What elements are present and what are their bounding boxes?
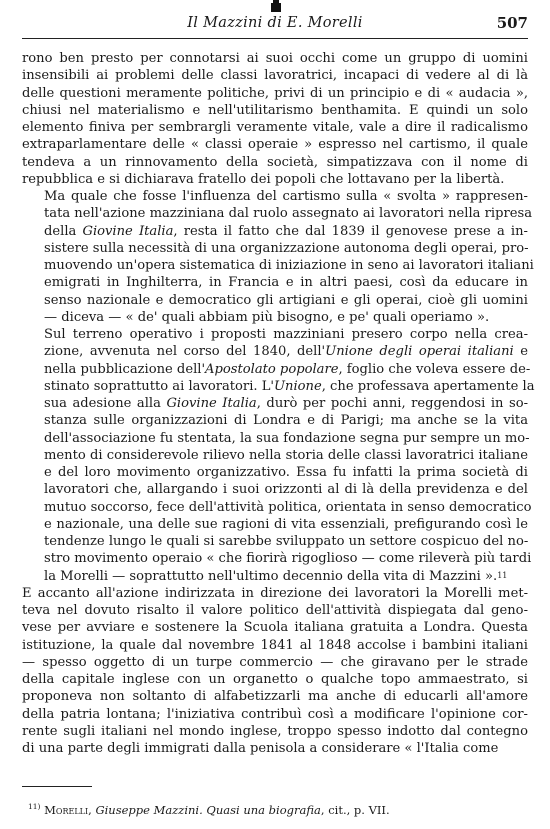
text-line: proponeva non soltanto di alfabetizzarli ma anche di educarli all'amore bbox=[22, 689, 528, 705]
text-line: tendenze lungo le quali si sarebbe sviluppato un settore cospicuo del no- bbox=[44, 534, 529, 549]
text-line: mento di considerevole rilievo nella storia delle classi lavoratrici italiane bbox=[44, 447, 528, 463]
footnote-reference: 11 bbox=[497, 570, 508, 580]
text-line: dell'associazione fu stentata, la sua fondazione segna pur sempre un mo- bbox=[44, 430, 530, 446]
text-line: stinato soprattutto ai lavoratori. L'Unione, che professava apertamente la bbox=[44, 378, 535, 394]
text-line: muovendo un'opera sistematica di iniziazione in seno ai lavoratori italiani bbox=[44, 258, 534, 273]
text-line: repubblica e si dichiarava fratello dei popoli che lottavano per la libertà. bbox=[22, 171, 505, 187]
footnote-author: Morelli bbox=[44, 802, 89, 817]
text-line: di una parte degli immigrati dalla penisola a considerare « l'Italia come bbox=[22, 741, 499, 756]
text-line: istituzione, la quale dal novembre 1841 al 1848 accolse i bambini italiani bbox=[22, 637, 528, 653]
text-line: chiusi nel materialismo e nell'utilitarismo benthamita. E quindi un solo bbox=[22, 102, 528, 118]
text-line: tata nell'azione mazziniana dal ruolo assegnato ai lavoratori nella ripresa bbox=[44, 206, 533, 222]
paragraph bbox=[22, 585, 528, 758]
text-line: — diceva — « de' quali abbiam più bisogno, e pe' quali operiamo ». bbox=[44, 309, 490, 325]
text-line: della capitale inglese con un organetto o qualche topo ammaestrato, si bbox=[22, 672, 528, 687]
text-line: e nazionale, una delle sue ragioni di vita essenziali, prefigurando così le bbox=[44, 516, 528, 532]
text-line: della patria lontana; l'iniziativa contribuì così a modificare l'opinione cor- bbox=[22, 706, 528, 722]
text-line: e del loro movimento organizzativo. Essa fu infatti la prima società di bbox=[44, 465, 528, 480]
text-line: zione, avvenuta nel corso del 1840, dell'Unione degli operai italiani e bbox=[44, 344, 529, 360]
text-line: della Giovine Italia, resta il fatto che dal 1839 il genovese prese a in- bbox=[44, 223, 528, 239]
text-line: extraparlamentare delle « classi operaie » espresso nel cartismo, il quale bbox=[22, 137, 528, 153]
paragraph bbox=[22, 326, 535, 585]
body-text bbox=[22, 50, 535, 757]
text-line: elemento finiva per sembrargli veramente vitale, vale a dire il radicalismo bbox=[22, 120, 528, 135]
text-line: insensibili ai problemi delle classi lavoratrici, incapaci di vedere al di là bbox=[22, 68, 528, 84]
footnote-number: 11) bbox=[28, 802, 41, 811]
page-header bbox=[22, 14, 528, 39]
text-line: mutuo soccorso, fece dell'attività politica, orientata in senso democratico bbox=[44, 499, 532, 515]
text-line: sistere sulla necessità di una organizzazione autonoma degli operai, pro- bbox=[44, 240, 529, 256]
text-line: la Morelli — soprattutto nell'ultimo decennio della vita di Mazzini ».$^{11}$ bbox=[44, 568, 508, 584]
footnote-title: Giuseppe Mazzini. Quasi una biografia bbox=[95, 802, 321, 817]
text-line: lavoratori che, allargando i suoi orizzonti al di là della previdenza e del bbox=[44, 482, 528, 498]
text-line: senso nazionale e democratico gli artigiani e gli operai, cioè gli uomini bbox=[44, 292, 528, 308]
text-line: stanza sulle organizzazioni di Londra e di Parigi; ma anche se la vita bbox=[44, 413, 528, 429]
text-line: emigrati in Inghilterra, in Francia e in altri paesi, così da educare in bbox=[44, 275, 528, 291]
text-line: E accanto all'azione indirizzata in direzione dei lavoratori la Morelli met- bbox=[22, 585, 528, 601]
text-line: Sul terreno operativo i proposti mazziniani presero corpo nella crea- bbox=[44, 327, 528, 342]
text-line: stro movimento operaio « che fiorirà rigoglioso — come rileverà più tardi bbox=[44, 551, 532, 567]
printer-mark-icon bbox=[267, 0, 285, 12]
footnote-rest: , cit., p. VII. bbox=[320, 802, 390, 817]
text-line: delle questioni meramente politiche, privi di un principio e di « audacia », bbox=[22, 85, 528, 101]
text-line: tendeva a un rinnovamento della società, simpatizzava con il nome di bbox=[22, 154, 528, 170]
paragraph bbox=[22, 50, 528, 188]
footnote: $^{11)}$ Morelli, Giuseppe Mazzini. Quasi una biografia, cit., p. VII. bbox=[28, 802, 390, 817]
running-title: Il Mazzini di E. Morelli bbox=[187, 15, 363, 31]
text-line: teva nel dovuto risalto il valore politico dell'attività dispiegata dal geno- bbox=[22, 603, 528, 618]
text-line: Ma quale che fosse l'influenza del cartismo sulla « svolta » rappresen- bbox=[44, 189, 528, 204]
text-line: rente sugli italiani nel mondo inglese, troppo spesso indotto dal contegno bbox=[22, 723, 528, 739]
text-line: vese per avviare e sostenere la Scuola italiana gratuita a Londra. Questa bbox=[22, 620, 528, 636]
text-line: sua adesione alla Giovine Italia, durò per pochi anni, reggendosi in so- bbox=[44, 396, 528, 411]
footnote-rule bbox=[22, 786, 92, 787]
text-line: nella pubblicazione dell'Apostolato popolare, foglio che voleva essere de- bbox=[44, 361, 531, 377]
page-number: 507 bbox=[496, 14, 528, 32]
text-line: rono ben presto per connotarsi ai suoi occhi come un gruppo di uomini bbox=[22, 51, 528, 66]
text-line: — spesso oggetto di un turpe commercio — che giravano per le strade bbox=[22, 654, 528, 670]
paragraph bbox=[22, 188, 534, 326]
